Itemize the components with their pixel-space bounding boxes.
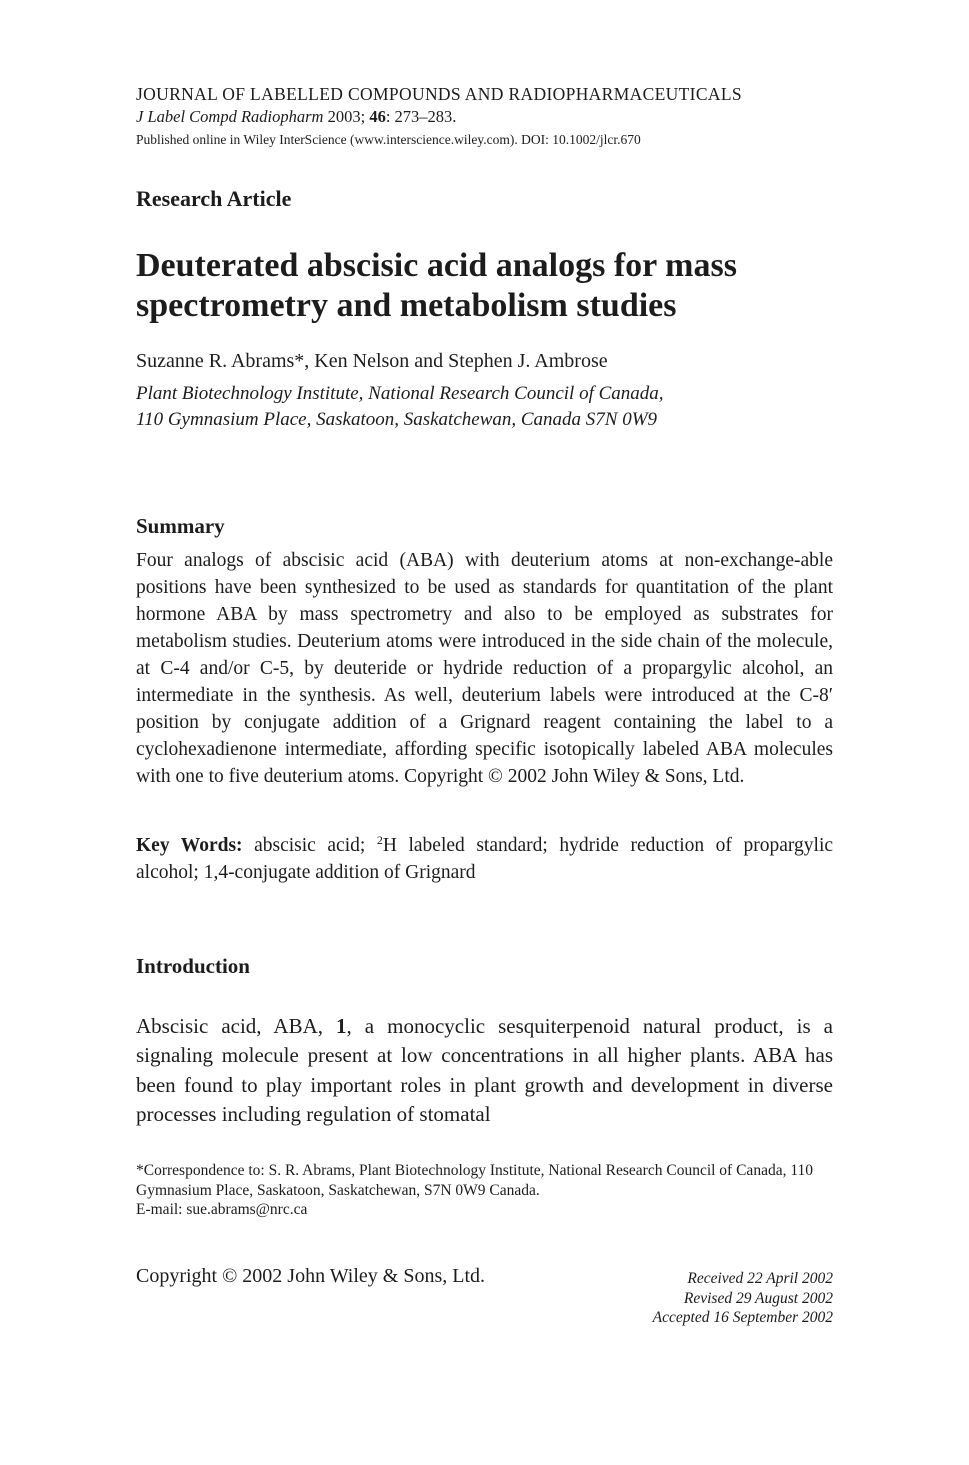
correspondence-footnote (136, 1161, 833, 1220)
citation-volume: 46 (369, 107, 386, 126)
introduction-text (136, 1012, 833, 1129)
citation-line (136, 107, 456, 127)
keywords-superscript: 2 (376, 833, 383, 847)
keywords (136, 832, 833, 886)
keywords-text-2: H labeled standard; hydride reduction of propargylic alcohol; 1,4-conjugate addition of Grignard (136, 835, 834, 883)
affiliation-line-2: 110 Gymnasium Place, Saskatoon, Saskatchewan, Canada S7N 0W9 (136, 409, 658, 430)
revised-date: Revised 29 August 2002 (683, 1289, 833, 1307)
citation-year: 2003; (323, 107, 370, 126)
article-title: Deuterated abscisic acid analogs for mass spectrometry and metabolism studies (136, 247, 737, 324)
intro-text-1: Abscisic acid, ABA, (136, 1014, 337, 1038)
citation-journal: J Label Compd Radiopharm (136, 107, 324, 126)
summary-heading: Summary (136, 514, 225, 538)
copyright-notice: Copyright © 2002 John Wiley & Sons, Ltd. (136, 1265, 486, 1287)
intro-text-2: , a monocyclic sesquiterpenoid natural product, is a signaling molecule present at low concentrations in all higher plants. ABA has been found to play important roles in plant growth and development in diverse processes including regulation of stomatal (136, 1014, 833, 1126)
affiliation (136, 381, 664, 433)
introduction-heading: Introduction (136, 954, 250, 978)
journal-name: JOURNAL OF LABELLED COMPOUNDS AND RADIOPHARMACEUTICALS (136, 84, 742, 104)
published-online-line: Published online in Wiley InterScience (www.interscience.wiley.com). DOI: 10.1002/jlcr.670 (136, 132, 641, 147)
article-type: Research Article (136, 186, 292, 211)
affiliation-line-1: Plant Biotechnology Institute, National Research Council of Canada, (136, 383, 664, 404)
keywords-text-1: abscisic acid; (242, 835, 377, 856)
footnote-email: E-mail: sue.abrams@nrc.ca (136, 1201, 308, 1218)
author-list: Suzanne R. Abrams*, Ken Nelson and Stephen J. Ambrose (136, 350, 608, 372)
summary-text: Four analogs of abscisic acid (ABA) with deuterium atoms at non-exchange-able positions have been synthesized to be used as standards for quantitation of the plant hormone ABA by mass spectrometry and also to be employed as substrates for metabolism studies. Deuterium atoms were introduced in the side chain of the molecule, at C-4 and/or C-5, by deuteride or hydride reduction of a propargylic alcohol, an intermediate in the synthesis. As well, deuterium labels were introduced at the C-8′ position by conjugate addition of a Grignard reagent containing the label to a cyclohexadienone intermediate, affording specific isotopically labeled ABA molecules with one to five deuterium atoms. Copyright © 2002 John Wiley & Sons, Ltd. (136, 550, 833, 787)
article-dates (653, 1269, 833, 1328)
received-date: Received 22 April 2002 (687, 1270, 833, 1287)
accepted-date: Accepted 16 September 2002 (652, 1309, 833, 1326)
keywords-label: Key Words: (136, 835, 243, 856)
compound-number: 1 (336, 1014, 347, 1038)
citation-pages: : 273–283. (385, 107, 457, 126)
footnote-text: *Correspondence to: S. R. Abrams, Plant Biotechnology Institute, National Research Council of Canada, 110 Gymnasium Place, Saskatoon, Saskatchewan, S7N 0W9 Canada. (136, 1162, 813, 1199)
